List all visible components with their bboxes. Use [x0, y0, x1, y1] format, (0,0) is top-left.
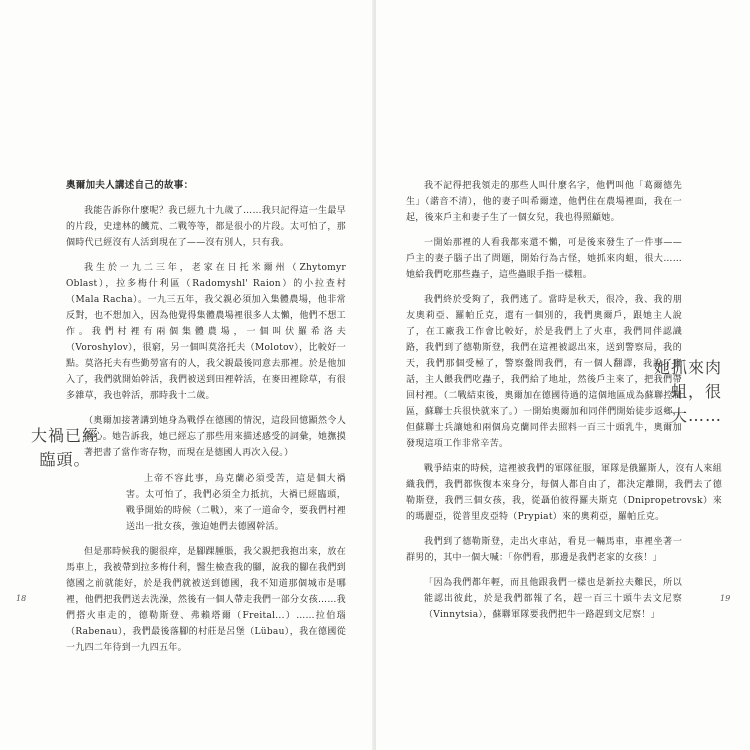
page-number: 18: [16, 594, 27, 603]
quote-text: 「因為我們都年輕，而且他跟我們一樣也是新拉夫難民，所以能認出彼此，於是我們都報了名，趕一百三十頭牛去文尼察（Vinnytsia），蘇聯軍隊要我們把牛一路趕到文尼察！」: [424, 578, 682, 620]
left-text-column: [66, 178, 346, 665]
indented-quote: [66, 413, 346, 461]
section-heading: 奧爾加夫人講述自己的故事：: [66, 180, 194, 191]
page-number: 19: [720, 594, 731, 603]
paragraph: 上帝不容此事，烏克蘭必須受苦，這是個大禍害。太可怕了，我們必須全力抵抗，大禍已經臨頭，戰爭開始的時候（二戰），來了一道命令，要我們村裡送出一批女孩，強迫她們去德國幹活。: [126, 474, 346, 532]
indented-quote: [406, 575, 682, 623]
paragraph: 我們到了德勒斯登，走出火車站，看見一輛馬車，車裡坐著一群男的，其中一個大喊：「你們看，那邊是我們老家的女孩！」: [406, 537, 682, 563]
quote-text: （奧爾加接著講到她身為戰俘在德國的情況，這段回憶顯然令人傷心。她告訴我，她已經忘了那些用來描述感受的詞彙，她撫摸著把書了當作寄存物，而現在是德國人再次入侵。）: [84, 416, 346, 458]
paragraph: 我不記得把我領走的那些人叫什麼名字，他們叫他「葛爾德先生」（諧音不清），他的妻子叫希爾達，他們住在農場裡面，我在一起，後來戶主和妻子生了一個女兒，我也得照顧她。: [406, 181, 682, 223]
pull-quote: 大禍已經臨頭。: [30, 426, 99, 469]
paragraph: 戰爭結束的時候，這裡被我們的軍隊征服，軍隊是俄羅斯人，沒有人來組織我們，我們都恢復本來身分，每個人都自由了，都決定離開，我們去了德勒斯登，我們三個女孩，我，從聶伯彼得羅夫斯克（Dnipropetrovsk）來的瑪麗亞，從普里皮亞特（Prypiat）來的奧莉亞，羅帕丘克。: [406, 464, 722, 522]
paragraph: 一開始那裡的人看我都來還不懶，可是後來發生了一件事——戶主的妻子腦子出了問題，開始行為古怪，她抓來肉蛆，很大……她給我們吃那些蟲子，這些蟲眼手指一樣粗。: [406, 238, 682, 280]
paragraph: 我能告訴你什麼呢？我已經九十九歲了……我只記得這一生最早的片段，史達林的饑荒、二戰等等，都是很小的片段。太可怕了，那個時代已經沒有人活到現在了——沒有別人，只有我。: [66, 206, 346, 248]
left-page: [0, 0, 374, 750]
right-page: [376, 0, 750, 750]
paragraph: 我生於一九二三年，老家在日托米爾州（Zhytomyr Oblast），拉多梅什利區（Radomyshl' Raion）的小拉查村（Mala Racha）。一九三五年，我父親必須加入集體農場，他非常反對，也不想加入，因為他覺得集體農場裡很多人太懶，他們不想工作。我們村裡有兩個集體農場，一個叫伏羅希洛夫（Voroshylov），很窮，另一個叫莫洛托夫（Molotov），比較好一點。莫洛托夫有些勤勞富有的人，我父親最後同意去那裡。於是他加入了，我們就開始幹活，我們被送到田裡幹活，在麥田裡除草，有很多雜草，我也幹活，那時我十二歲。: [66, 263, 346, 401]
paragraph: 我們終於受夠了，我們逃了。當時是秋天，很冷，我、我的朋友奧莉亞、羅帕丘克，還有一個別的，我們奧爾戶，跟她主人說了，在工廠我工作會比較好，於是我們上了火車，我們同伴認識路，我們到了德勒斯登，我們在這裡被認出來，送到警察局，我的天，我們那個受極了，警察盤問我們，有一個人翻譯，我說了實話，主人餵我們吃蟲子，我們給了地址，然後戶主來了，把我們帶回村裡。（二戰結束後，奧爾加在德國待過的這個地區成為蘇聯控制區，蘇聯士兵很快就來了。）一開始奧爾加和同伴們開始徒步返鄉，但蘇聯士兵讓她和兩個烏克蘭同伴去照料一百三十頭乳牛，奧爾加發現這項工作非常辛苦。: [406, 295, 682, 449]
paragraph: 但是那時候我的腿很痒，是腳踝腫脹，我父親把我抱出來，放在馬車上，我被帶到拉多梅什利，醫生檢查我的腳，說我的腳在我們到德國之前就能好，於是我們就被送到德國，我不知道那個城市是哪裡，他們把我們送去洗澡，然後有一個人帶走我們一部分女孩……我們搭火車走的，德勒斯登、弗賴塔爾（Freital...）……拉伯瑙（Rabenau），我們最後落腳的村莊是呂堡（Lübau），我在德國從一九四二年待到一九四五年。: [66, 547, 346, 653]
pull-quote: 她抓來肉蛆，很大……: [653, 358, 722, 425]
